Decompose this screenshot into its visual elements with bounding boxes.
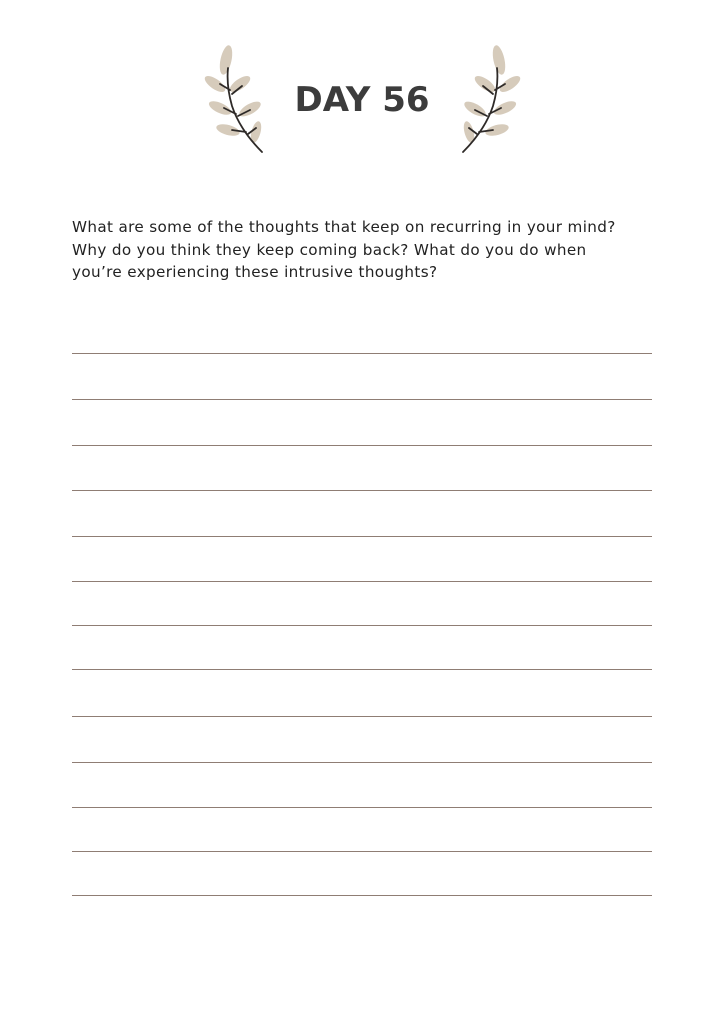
prompt-line: What are some of the thoughts that keep on recurring in your mind?: [72, 218, 616, 236]
writing-line: [72, 445, 652, 446]
writing-line: [72, 625, 652, 626]
writing-line: [72, 851, 652, 852]
left-laurel-sprig-icon: [198, 44, 268, 156]
journal-prompt: [72, 216, 692, 284]
writing-line: [72, 399, 652, 400]
page-header: [0, 40, 724, 160]
writing-line: [72, 762, 652, 763]
writing-line: [72, 581, 652, 582]
writing-line: [72, 669, 652, 670]
writing-line: [72, 490, 652, 491]
writing-line: [72, 536, 652, 537]
writing-line: [72, 895, 652, 896]
writing-line: [72, 716, 652, 717]
right-laurel-sprig-icon: [457, 44, 527, 156]
day-title: DAY 56: [294, 80, 430, 120]
prompt-line: you’re experiencing these intrusive thoughts?: [72, 263, 438, 281]
writing-line: [72, 807, 652, 808]
prompt-line: Why do you think they keep coming back? What do you do when: [72, 240, 587, 259]
writing-line: [72, 353, 652, 354]
